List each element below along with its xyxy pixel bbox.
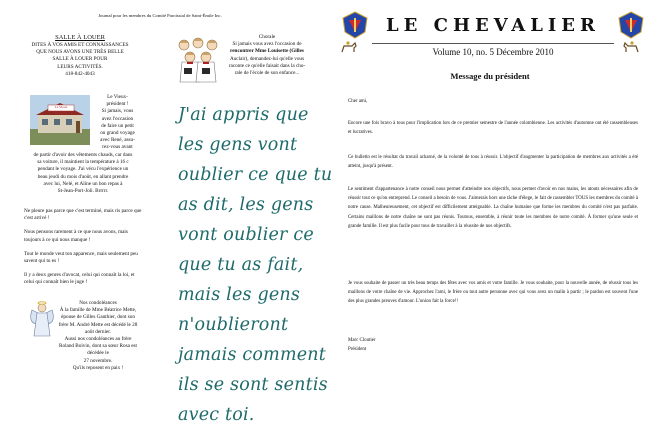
salle-line: DITES À VOS AMIS ET CONNAISSANCES <box>31 42 129 48</box>
condolences-line: Qu'ils reposent en paix ! <box>72 364 124 371</box>
quote-block: J'ai appris que les gens vont oublier ce que tu as dit, les gens vont oublier ce que tu as fait, mais les gens n'oublieront jamais comment ils se sont sentis avec toi. <box>178 105 333 425</box>
condolences-title: Nos condoléances <box>79 300 117 306</box>
salle-line: SALLE À LOUER POUR <box>52 56 108 63</box>
knights-emblem-left-icon <box>340 10 370 40</box>
vp-line: ou grand voyage <box>100 130 135 137</box>
condolences-line: épouse de Gilles Gauthier, dont son <box>61 314 135 321</box>
restaurant-photo <box>30 95 90 145</box>
vp-line: Le Vieux- <box>107 94 128 100</box>
chorale-line: Si jamais vous avez l'occasion de <box>232 41 302 48</box>
vp-line: St-Jean-Port-Joli. Brrrrr. <box>57 188 109 195</box>
chorale-line: rale de l'école de son enfance... <box>234 70 300 77</box>
choir-illustration <box>172 35 224 83</box>
saying: Nous pensons rarement à ce que nous avons, mais toujours à ce qui nous manque ! <box>24 229 128 243</box>
knights-emblem-right-icon <box>616 10 646 40</box>
issue-line: Volume 10, no. 5 Décembre 2010 <box>432 47 554 57</box>
saying: Ne pleure pas parce que c'est terminé, mais ris parce que c'est arrivé ! <box>24 208 142 222</box>
vieux-president-text <box>24 152 142 195</box>
vp-line: pendant le voyage. J'ai vécu l'expérience un <box>37 166 129 173</box>
condolences-line: 27 novembre. <box>83 357 113 364</box>
restaurant-sign: Le Vieux Président <box>54 105 68 115</box>
vieux-president-side <box>95 94 140 152</box>
vp-line: avec René, assu- <box>100 137 135 144</box>
sayings <box>24 208 144 287</box>
president-paragraph: Le sentiment d'appartenance à notre conseil nous permet d'atteindre nos objectifs, nous permet d'avoir en nos mains, les atouts nécessaires afin de réussir tout ce qu'on entreprend. Le conseil a besoin de vous. J'aimerais hors une tâche d'élege, le fait de rassembler TOUS les membres du comité à notre cause. Malheureusement, cet objectif est difficilement atteignable. La chaîne humaine que forme les membres du comité n'est pas parfaite. Certains maillons de notre chaîne ne sont pas réunis. Toutous, ensemble, à réunir toute les membres de notre comité. À former qu'une seule et grande famille. Il est plus facile pour tous de travailler à la réussite de nos objectifs. <box>348 187 638 229</box>
signature-name: Marc Cloutier <box>348 338 376 343</box>
vp-line: beau jeudi du mois d'août, en allant prendre <box>37 173 129 180</box>
president-paragraph: Je vous souhaite de passer un très beau temps des fêtes avec vos amis et votre famille. Je vous souhaite, pour la nouvelle année, de réussir tous les maillons de votre chaîne de vie. Approchez l'ami, le frère ou tout autre personne avec qui vous avez un malin à partir ; le pardon est souvent l'une des plus grandes preuves d'amour. L'union fait la force!! <box>348 281 638 305</box>
chorale-block <box>222 34 312 77</box>
chorale-line: raconte ce qu'elle faisait dans la cho- <box>228 62 306 69</box>
vp-line: rez-vous avant <box>102 144 133 151</box>
chorale-line: Auclair), demandez-lui qu'elle vous <box>229 55 305 62</box>
salle-line: LEURS ACTIVITÉS. <box>57 63 103 70</box>
condolences-line: À la famille de Mme Béatrice Mette, <box>59 307 137 314</box>
condolences-block <box>52 300 144 372</box>
salle-title: SALLE À LOUER <box>55 34 105 41</box>
condolences-line: Aussi nos condoléances au frère <box>64 336 132 343</box>
president-paragraph: Ce bulletin est le résultat du travail acharné, de la volonté de tous à réussir. L'objectif d'augmenter la participation de membres aux activités a été atteint, jusqu'à présent. <box>348 155 638 170</box>
vp-line: président ! <box>106 101 129 108</box>
journal-title: Journal pour les membres du Comité Paroissial de Saint-Émile Inc. <box>98 13 222 18</box>
president-paragraph: Encore une fois bravo à tous pour l'implication lors de ce premier semestre de l'année colombienne. Les activités d'automne ont été rassembleuses et lucratives. <box>348 121 638 136</box>
signature-role: Président <box>348 347 367 352</box>
salutation: Cher ami, <box>348 99 368 104</box>
masthead-rule <box>372 43 614 44</box>
knight-rider-right-icon <box>622 40 640 54</box>
chorale-line: rencontrer Mme Louisette (Gilles <box>230 48 304 55</box>
saying: Il y a deux genres d'avocat, celui qui connaît la loi, et celui qui connaît bien le juge ! <box>24 272 135 286</box>
chorale-title: Chorale <box>258 34 276 40</box>
saying: Tout le monde veut ton apparence, mais seulement peu savent qui tu es ! <box>24 250 138 265</box>
salle-phone: 418-842-4043 <box>65 70 95 77</box>
knight-rider-left-icon <box>340 40 358 54</box>
salle-line: QUE NOUS AVONS UNE TRÈS BELLE <box>36 49 124 56</box>
vp-line: sa voiture, il maintient la température à 16 c <box>37 159 129 166</box>
salle-a-louer-block <box>24 34 136 78</box>
vp-line: avec lui, Nelé, et Aline un bon repas à <box>43 180 123 187</box>
condolences-line: Roland Boivin, dont sa sœur Rosa est décédée le <box>59 343 137 357</box>
vp-line: avez l'occasion <box>101 115 134 122</box>
vp-line: Si jamais, vous <box>101 108 134 115</box>
vp-line: de faire un petit <box>101 122 134 129</box>
article-title: Message du président <box>450 71 530 81</box>
vp-line: de partir d'avoir des vêtements chauds, car dans <box>33 152 133 158</box>
masthead: LE CHEVALIER <box>386 15 600 36</box>
condolences-line: août dernier. <box>85 328 111 335</box>
condolences-line: frère M. André Mette est décédé le 28 <box>58 321 138 328</box>
